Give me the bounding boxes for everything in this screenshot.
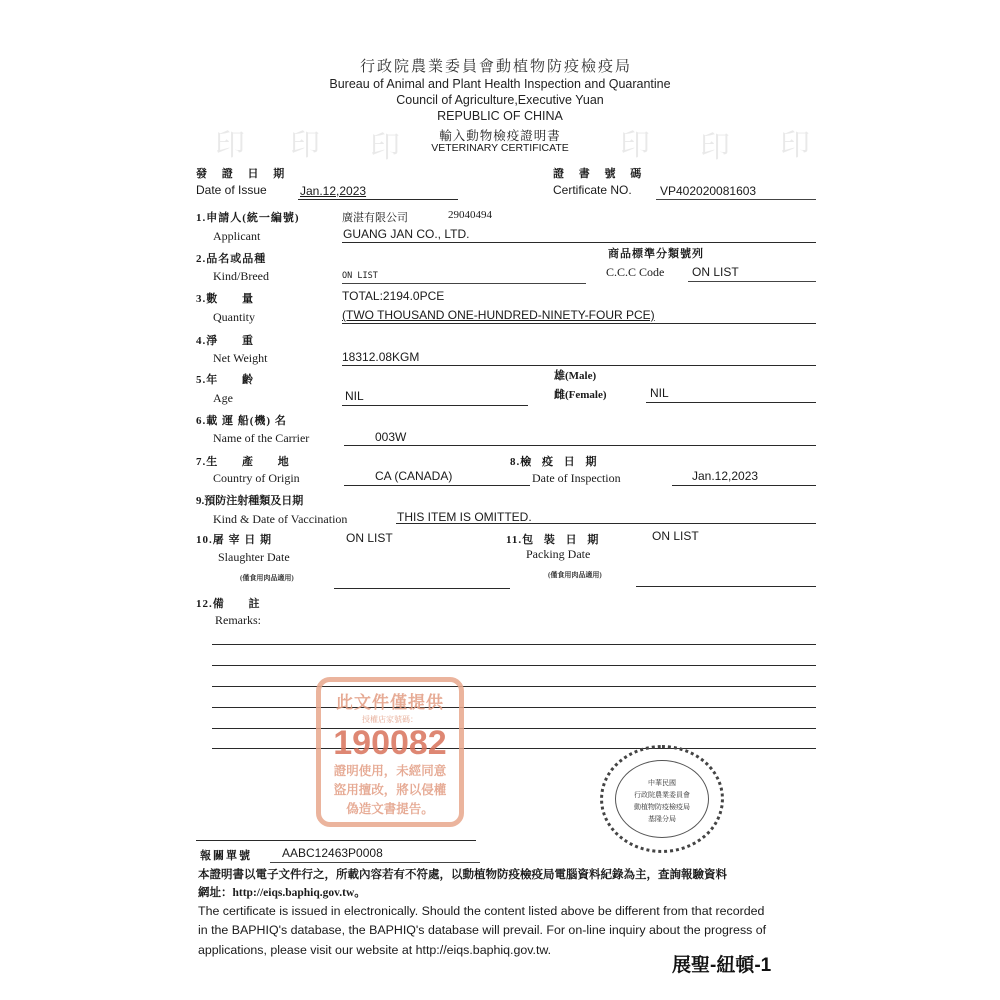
net-weight-label-zh: 4.淨 重 [196, 335, 254, 347]
packing-label-zh: 11.包 裝 日 期 [506, 534, 600, 546]
watermark-line-4: 盜用擅改，將以侵權 [333, 782, 447, 797]
issue-date-underline [298, 199, 458, 200]
kind-value: ON LIST [342, 271, 378, 281]
background-watermark-glyph: 印 [370, 130, 400, 165]
vaccination-value: THIS ITEM IS OMITTED. [397, 510, 532, 524]
applicant-name-zh: 廣湛有限公司 [342, 212, 408, 224]
carrier-value: 003W [375, 430, 407, 444]
inspection-underline [672, 485, 816, 486]
quantity-words: (TWO THOUSAND ONE-HUNDRED-NINETY-FOUR PCE) [342, 308, 655, 322]
male-label: 雄(Male) [554, 370, 597, 382]
net-weight-underline [342, 365, 816, 366]
carrier-underline [344, 445, 816, 446]
carrier-label-zh: 6.載 運 船(機) 名 [196, 415, 287, 427]
applicant-label-zh: 1.申請人(統一編號) [196, 212, 300, 224]
certificate-title-zh: 輸入動物檢疫證明書 [439, 129, 561, 143]
disclaimer-en-1: The certificate is issued in electronically. Should the content listed above be different from that recorded [198, 904, 765, 918]
seal-line-4: 基隆分局 [648, 815, 676, 823]
origin-label-zh: 7.生 產 地 [196, 456, 290, 468]
disclaimer-zh: 本證明書以電子文件行之，所載內容若有不符處，以動植物防疫檢疫局電腦資料紀錄為主，查詢報驗資料 [198, 869, 727, 881]
product-tag: 展聖-紐頓-1 [672, 955, 772, 976]
disclaimer-zh-url: 網址：http://eiqs.baphiq.gov.tw。 [198, 887, 366, 899]
country-title: REPUBLIC OF CHINA [437, 109, 563, 123]
seal-line-2: 行政院農業委員會 [634, 791, 690, 799]
certificate-no-value: VP402020081603 [660, 184, 757, 198]
remarks-line-6 [212, 748, 816, 749]
kind-label: Kind/Breed [213, 269, 269, 283]
remarks-line-4 [212, 707, 816, 708]
applicant-tax-id: 29040494 [448, 209, 492, 221]
slaughter-label-zh: 10.屠 宰 日 期 [196, 534, 272, 546]
origin-value: CA (CANADA) [375, 469, 453, 483]
quantity-underline [342, 323, 816, 324]
packing-value: ON LIST [652, 529, 699, 543]
age-label-zh: 5.年 齡 [196, 374, 254, 386]
seal-line-1: 中華民國 [648, 779, 676, 787]
official-seal-icon [600, 745, 724, 853]
remarks-line-3 [212, 686, 816, 687]
ccc-value: ON LIST [692, 265, 739, 279]
remarks-label: Remarks: [215, 613, 261, 627]
carrier-label: Name of the Carrier [213, 431, 310, 445]
vaccination-label: Kind & Date of Vaccination [213, 512, 348, 526]
applicant-name: GUANG JAN CO., LTD. [343, 227, 470, 241]
certificate-title-en: VETERINARY CERTIFICATE [431, 142, 569, 154]
age-underline [342, 405, 528, 406]
seal-line-3: 動植物防疫檢疫局 [634, 803, 690, 811]
background-watermark-glyph: 印 [215, 128, 245, 163]
council-title: Council of Agriculture,Executive Yuan [396, 93, 604, 107]
quantity-label: Quantity [213, 310, 255, 324]
packing-label: Packing Date [526, 547, 591, 561]
female-label: 雌(Female) [554, 389, 607, 401]
watermark-number: 190082 [333, 724, 447, 762]
declaration-underline [270, 862, 480, 863]
sex-value: NIL [650, 386, 669, 400]
age-label: Age [213, 391, 233, 405]
slaughter-value: ON LIST [346, 531, 393, 545]
slaughter-underline [334, 588, 510, 589]
vaccination-label-zh: 9.預防注射種類及日期 [196, 495, 304, 507]
net-weight-value: 18312.08KGM [342, 350, 420, 364]
ccc-underline [688, 281, 816, 282]
ccc-label-zh: 商品標準分類號列 [608, 248, 704, 260]
remarks-line-2 [212, 665, 816, 666]
certificate-no-label: Certificate NO. [553, 183, 632, 197]
issue-date-value: Jan.12,2023 [300, 184, 367, 198]
remarks-line-5 [212, 728, 816, 729]
certificate-no-label-zh: 證 書 號 碼 [553, 168, 648, 180]
remarks-line-1 [212, 644, 816, 645]
background-watermark-glyph: 印 [780, 128, 810, 163]
issue-date-label-zh: 發 證 日 期 [196, 168, 291, 180]
ccc-label: C.C.C Code [606, 265, 665, 279]
declaration-value: AABC12463P0008 [282, 846, 383, 860]
net-weight-label: Net Weight [213, 351, 268, 365]
agency-title-zh: 行政院農業委員會動植物防疫檢疫局 [360, 59, 633, 75]
quantity-value: TOTAL:2194.0PCE [342, 289, 445, 303]
sex-underline [646, 402, 816, 403]
inspection-label-zh: 8.檢 疫 日 期 [510, 456, 598, 468]
slaughter-note: (僅食用肉品適用) [240, 574, 294, 582]
watermark-line-3: 證明使用，未經同意 [333, 763, 447, 778]
slaughter-label: Slaughter Date [218, 550, 290, 564]
watermark-line-2: 授權店家號碼： [362, 715, 418, 724]
packing-underline [636, 586, 816, 587]
agency-title-en: Bureau of Animal and Plant Health Inspection and Quarantine [329, 77, 671, 91]
kind-underline [342, 283, 586, 284]
age-value: NIL [345, 389, 364, 403]
authorization-watermark-stamp [316, 677, 464, 827]
vaccination-underline [396, 523, 816, 524]
kind-label-zh: 2.品名或品種 [196, 253, 267, 265]
declaration-label-zh: 報關單號 [200, 850, 252, 862]
background-watermark-glyph: 印 [620, 128, 650, 163]
packing-note: (僅食用肉品適用) [548, 571, 602, 579]
disclaimer-en-3: applications, please visit our website at http://eiqs.baphiq.gov.tw. [198, 943, 552, 957]
origin-label: Country of Origin [213, 471, 300, 485]
declaration-top-line [196, 840, 476, 841]
disclaimer-en-2: in the BAPHIQ's database, the BAPHIQ's database will prevail. For on-line inquiry about the progress of [198, 923, 767, 937]
watermark-line-5: 偽造文書提告。 [346, 801, 434, 816]
origin-underline [344, 485, 530, 486]
applicant-label: Applicant [213, 229, 261, 243]
inspection-value: Jan.12,2023 [692, 469, 759, 483]
background-watermark-glyph: 印 [700, 130, 730, 165]
remarks-label-zh: 12.備 註 [196, 598, 261, 610]
applicant-underline [342, 242, 816, 243]
quantity-label-zh: 3.數 量 [196, 293, 254, 305]
issue-date-label: Date of Issue [196, 183, 267, 197]
certificate-no-underline [656, 199, 816, 200]
background-watermark-glyph: 印 [290, 128, 320, 163]
watermark-line-1: 此文件僅提供 [336, 693, 444, 713]
inspection-label: Date of Inspection [532, 471, 621, 485]
